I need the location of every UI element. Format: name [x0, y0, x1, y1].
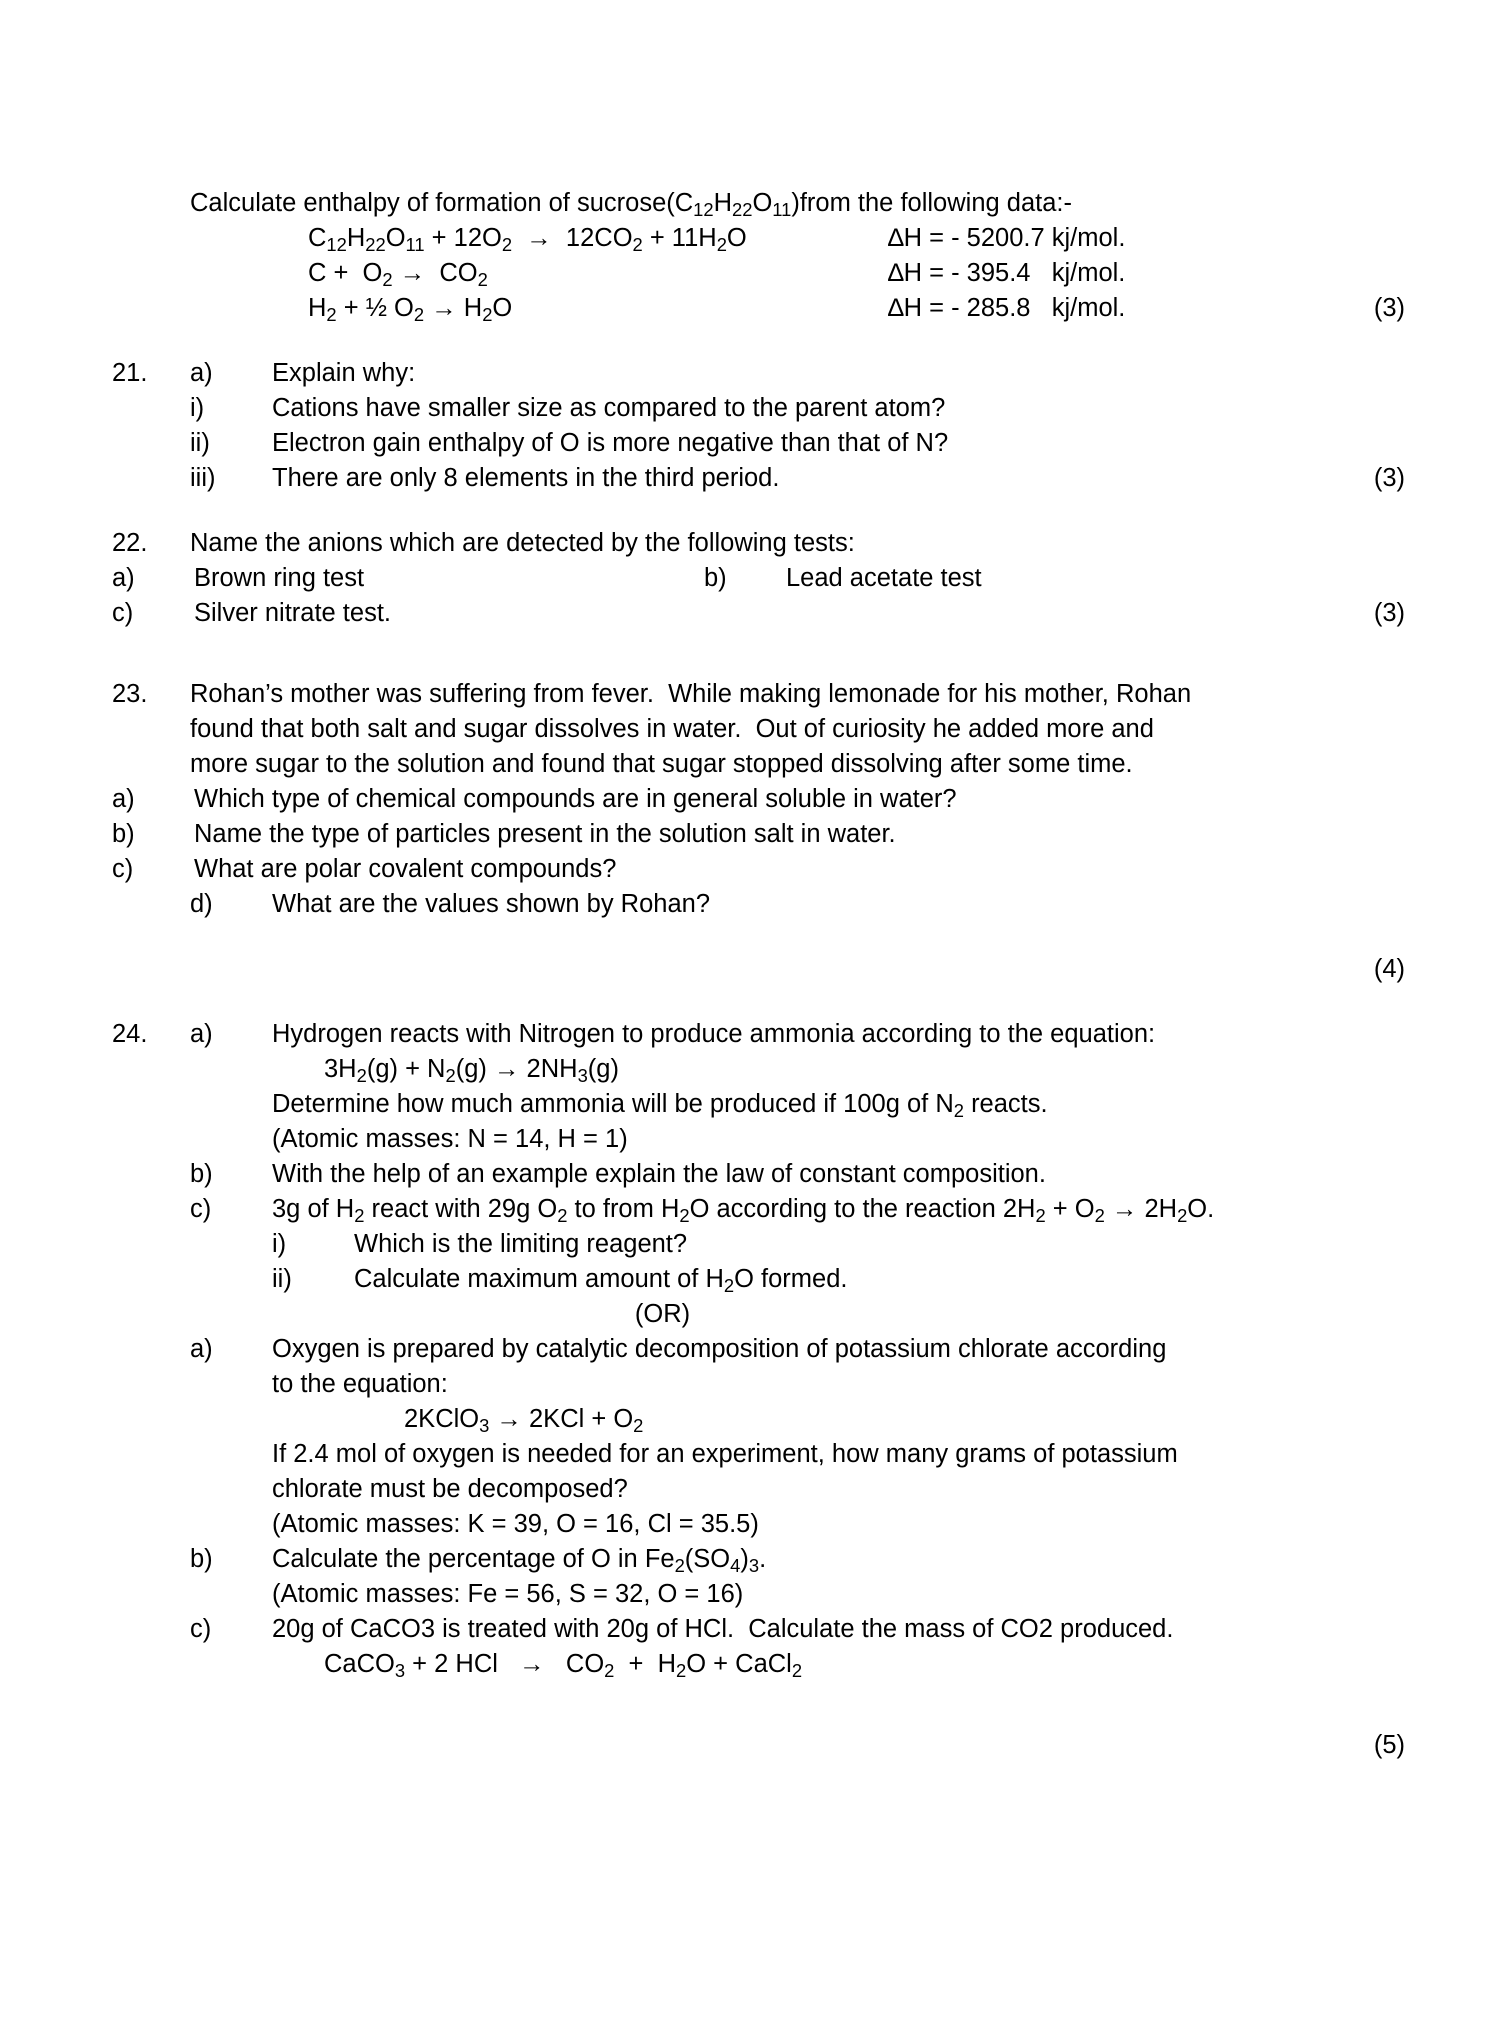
q24-opt2-a-equation: 2KClO$_3$ → $2KCl + O_2$ — [404, 1405, 644, 1436]
q24-opt2-b-line2: (Atomic masses: Fe = 56, S = 32, O = 16) — [272, 1580, 744, 1608]
q24-opt2-a-line5: (Atomic masses: K = 39, O = 16, Cl = 35.5) — [272, 1510, 759, 1538]
q20-marks: (3) — [1373, 294, 1405, 322]
q24-opt2-c-label: c) — [190, 1615, 212, 1643]
q20-equation-row-2 — [0, 256, 1505, 291]
q24-opt2-c-line1: 20g of CaCO3 is treated with 20g of HCl. Calculate the mass of CO2 produced. — [272, 1615, 1174, 1643]
q21-marks: (3) — [1373, 464, 1405, 492]
q24-opt2-b-line2-row — [0, 1577, 1505, 1612]
q20-stem-sub2: 22 — [732, 198, 753, 220]
q21-number: 21. — [112, 359, 148, 387]
q21-item-iii-label: iii) — [190, 464, 216, 492]
q20-equation-2-reaction: $C + O_2 \to CO_2$ — [308, 259, 488, 290]
q24-opt1-b-label: b) — [190, 1160, 213, 1188]
q24-opt1-b-row — [0, 1157, 1505, 1192]
q23-item-b — [0, 817, 1505, 852]
q20-equation-1-enthalpy: ∆H = - 5200.7 kj/mol. — [888, 224, 1126, 252]
q20-equation-row-3 — [0, 291, 1505, 326]
q24-opt1-c-item-i — [0, 1227, 1505, 1262]
q24-opt2-a-label: a) — [190, 1335, 213, 1363]
q24-opt1-a-line3-row — [0, 1122, 1505, 1157]
q24-opt2-a-equation-row — [0, 1402, 1505, 1437]
q22-item-b-label: b) — [704, 564, 727, 592]
q24-a-row — [0, 1017, 1505, 1052]
q24-opt2-b-line1: Calculate the percentage of O in $Fe_2(SO_4)_3$. — [272, 1545, 767, 1576]
q24-opt2-a-line5-row — [0, 1507, 1505, 1542]
q24-opt2-a-line3-row — [0, 1437, 1505, 1472]
q24-opt2-a-line3: If 2.4 mol of oxygen is needed for an experiment, how many grams of potassium — [272, 1440, 1178, 1468]
q20-stem-mid1: H — [713, 189, 733, 217]
q20-equation-3-reaction: $H_2$ + ½ $O_2 \to H_2O$ — [308, 294, 513, 325]
q24-opt2-a-line1: Oxygen is prepared by catalytic decomposition of potassium chlorate according — [272, 1335, 1167, 1363]
q24-opt1-c-item-i-text: Which is the limiting reagent? — [354, 1230, 688, 1258]
q24-opt1-a-equation: $3H_2(g) + N_2(g) \to 2NH_3(g)$ — [324, 1055, 619, 1086]
page-content — [0, 186, 1505, 1768]
question-24 — [0, 1017, 1505, 1682]
q24-opt1-a-line2: Determine how much ammonia will be produced if 100g of $N_2$ reacts. — [272, 1090, 1048, 1121]
q21-stem: Explain why: — [272, 359, 416, 387]
q23-item-a-label: a) — [112, 785, 135, 813]
q24-opt1-c-item-ii-label: ii) — [272, 1265, 292, 1293]
q20-equation-2-enthalpy: ∆H = - 395.4 kj/mol. — [888, 259, 1126, 287]
q21-item-iii — [0, 461, 1505, 496]
q24-opt1-a-line2-row — [0, 1087, 1505, 1122]
q21-item-i-label: i) — [190, 394, 205, 422]
q21-item-i — [0, 391, 1505, 426]
q24-opt1-c-item-i-label: i) — [272, 1230, 287, 1258]
q24-opt1-a-label: a) — [190, 1020, 213, 1048]
q21-item-ii-text: Electron gain enthalpy of O is more negative than that of N? — [272, 429, 949, 457]
q22-number: 22. — [112, 529, 148, 557]
q23-number: 23. — [112, 680, 148, 708]
q22-item-a-text: Brown ring test — [194, 564, 365, 592]
q23-item-c — [0, 852, 1505, 887]
q22-marks: (3) — [1373, 599, 1405, 627]
q22-item-a-label: a) — [112, 564, 135, 592]
q22-stem-row — [0, 526, 1505, 561]
q21-label-a: a) — [190, 359, 213, 387]
q24-opt1-c-row — [0, 1192, 1505, 1227]
q23-item-b-label: b) — [112, 820, 135, 848]
q23-item-d — [0, 887, 1505, 922]
q24-opt2-c-row — [0, 1612, 1505, 1647]
question-23 — [0, 677, 1505, 987]
q20-stem-before: Calculate enthalpy of formation of sucrose(C — [190, 189, 694, 217]
q22-item-b-text: Lead acetate test — [786, 564, 982, 592]
q24-opt1-a-line1: Hydrogen reacts with Nitrogen to produce ammonia according to the equation: — [272, 1020, 1156, 1048]
q22-row-ab — [0, 561, 1505, 596]
q20-equation-row-1 — [0, 221, 1505, 256]
q23-item-d-text: What are the values shown by Rohan? — [272, 890, 711, 918]
q24-opt1-c-item-ii — [0, 1262, 1505, 1297]
q24-opt1-b-text: With the help of an example explain the law of constant composition. — [272, 1160, 1046, 1188]
q22-item-c-label: c) — [112, 599, 134, 627]
q21-item-iii-text: There are only 8 elements in the third period. — [272, 464, 780, 492]
q23-marks-row — [0, 952, 1505, 987]
q20-stem-mid2: O — [752, 189, 773, 217]
q23-item-c-label: c) — [112, 855, 134, 883]
q23-item-a-text: Which type of chemical compounds are in general soluble in water? — [194, 785, 957, 813]
q24-opt1-c-label: c) — [190, 1195, 212, 1223]
q24-opt2-c-equation: CaCO$_3$ + 2 HCl → $CO_2 + H_2O$ + CaCl$_2$ — [324, 1650, 803, 1681]
question-22 — [0, 526, 1505, 631]
q22-stem: Name the anions which are detected by the following tests: — [190, 529, 855, 557]
q24-opt2-a-line2-row — [0, 1367, 1505, 1402]
q23-paragraph-line-2 — [0, 712, 1505, 747]
q24-opt1-c-item-ii-text: Calculate maximum amount of $H_2O$ formed. — [354, 1265, 848, 1296]
q24-opt1-a-line3: (Atomic masses: N = 14, H = 1) — [272, 1125, 628, 1153]
q22-row-c — [0, 596, 1505, 631]
question-20-continued — [0, 186, 1505, 326]
q20-stem-after: )from the following data:- — [791, 189, 1072, 217]
q20-equation-3-enthalpy: ∆H = - 285.8 kj/mol. — [888, 294, 1126, 322]
q24-opt2-c-equation-row — [0, 1647, 1505, 1682]
q23-marks: (4) — [1373, 955, 1405, 983]
q24-opt1-a-equation-row — [0, 1052, 1505, 1087]
q24-opt2-a-line4: chlorate must be decomposed? — [272, 1475, 628, 1503]
q23-para-2: found that both salt and sugar dissolves in water. Out of curiosity he added more and — [190, 715, 1154, 743]
q23-paragraph-line-1 — [0, 677, 1505, 712]
q24-marks-row — [0, 1728, 1505, 1768]
q24-opt2-b-row — [0, 1542, 1505, 1577]
q24-number: 24. — [112, 1020, 148, 1048]
q24-or-separator: (OR) — [634, 1300, 691, 1328]
q23-paragraph-line-3 — [0, 747, 1505, 782]
q22-item-c-text: Silver nitrate test. — [194, 599, 391, 627]
q24-marks: (5) — [1373, 1731, 1405, 1759]
q21-item-i-text: Cations have smaller size as compared to the parent atom? — [272, 394, 946, 422]
q24-opt2-a-row — [0, 1332, 1505, 1367]
q24-opt2-b-label: b) — [190, 1545, 213, 1573]
q23-item-a — [0, 782, 1505, 817]
q23-para-1: Rohan’s mother was suffering from fever. While making lemonade for his mother, Rohan — [190, 680, 1192, 708]
q23-item-d-label: d) — [190, 890, 213, 918]
q24-opt1-c-text: 3g of $H_2$ react with 29g $O_2$ to from $H_2O$ according to the reaction $2H_2 + O_2 \to 2H_2O$. — [272, 1195, 1215, 1226]
q24-opt2-a-line4-row — [0, 1472, 1505, 1507]
q20-stem-sub3: 11 — [772, 198, 792, 220]
q21-item-ii-label: ii) — [190, 429, 210, 457]
q21-stem-row — [0, 356, 1505, 391]
q20-stem-sub1: 12 — [693, 198, 714, 220]
q20-stem — [190, 186, 1505, 221]
q23-item-c-text: What are polar covalent compounds? — [194, 855, 617, 883]
q23-item-b-text: Name the type of particles present in the solution salt in water. — [194, 820, 896, 848]
q24-opt2-a-line2: to the equation: — [272, 1370, 448, 1398]
q21-item-ii — [0, 426, 1505, 461]
q23-para-3: more sugar to the solution and found that sugar stopped dissolving after some time. — [190, 750, 1133, 778]
q20-equation-1-reaction: $C_{12}H_{22}O_{11} + 12O_2 \to 12CO_2 + 11H_2O$ — [308, 224, 747, 255]
question-21 — [0, 356, 1505, 496]
